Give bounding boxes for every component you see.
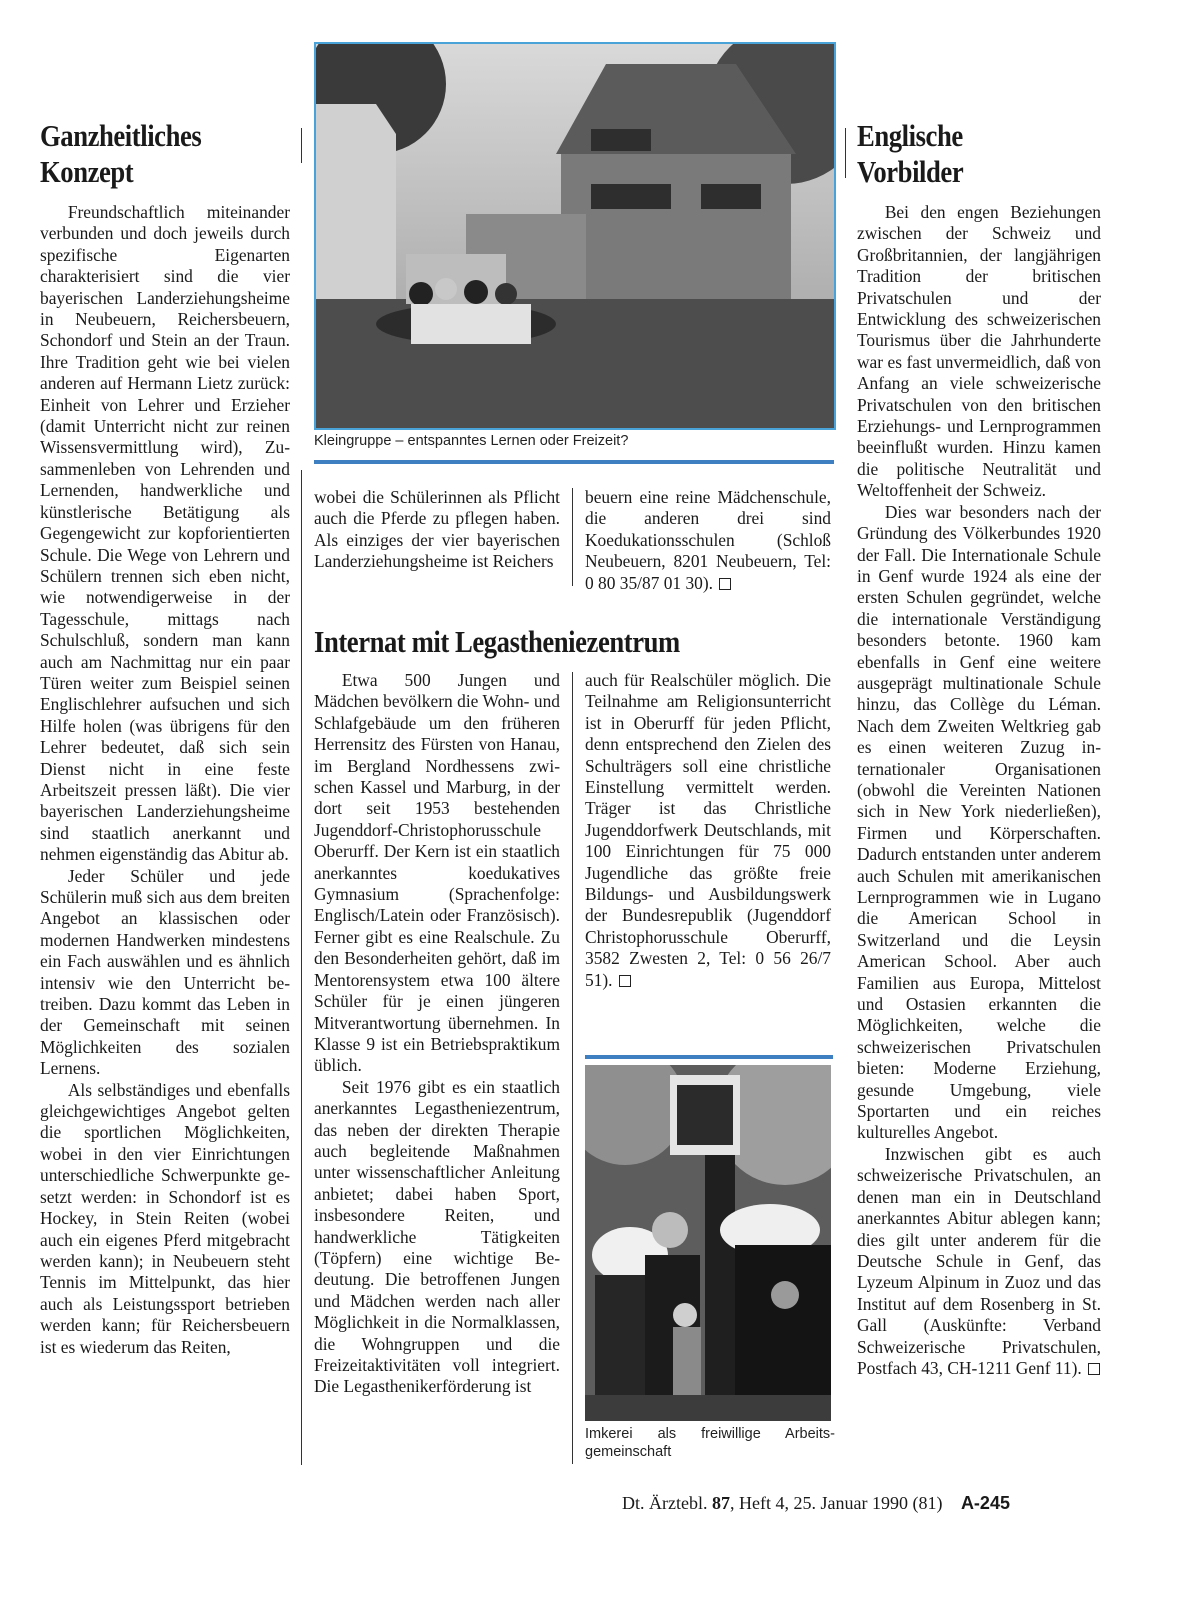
internat-column-a bbox=[314, 670, 560, 1398]
mid-column-b bbox=[585, 487, 831, 594]
left-column bbox=[40, 118, 290, 1358]
right-column bbox=[857, 118, 1101, 1379]
garden-scene-image bbox=[316, 44, 834, 428]
journal-citation: Dt. Ärztebl. bbox=[622, 1493, 712, 1513]
heading-englische-vorbilder: Englische Vorbilder bbox=[857, 118, 964, 189]
end-mark bbox=[719, 578, 731, 590]
end-mark bbox=[619, 975, 631, 987]
paragraph: Seit 1976 gibt es ein staatlich anerkanntes Legastheniezentrum, das neben der direkten Therapie auch begleitende Maßnahmen unter wissenschaftlicher Anleitung anbietet; dabei haben Sport, insbesondere Reiten, und handwerkliche Tätigkeiten (Töpfern) eine wichtige Bedeutung. Die betroffenen Jungen und Mädchen werden nach aller Möglichkeit in die Normalklassen, die Wohngruppen und die Freizeitaktivitäten voll integriert. Die Legasthenikerförderung ist bbox=[314, 1076, 560, 1397]
paragraph: Inzwischen gibt es auch schweizerische Privatschulen, an denen man ein in Deutschland anerkanntes Abitur ablegen kann; dies gilt unter anderem für die Deutsche Schule in Genf, das Lyzeum Alpinum in Zuoz und das Institut auf dem Rosenberg in St. Gall (Auskünfte: Verband Schweizerische Privatschulen, Postfach 43, CH-1211 Genf 11). bbox=[857, 1143, 1101, 1378]
column-rule bbox=[572, 672, 573, 1464]
paragraph: Dies war besonders nach der Gründung des Völkerbundes 1920 der Fall. Die Internationale Schule in Genf wurde 1924 als eine der ersten Schulen gegründet, welche die internationale Verständigung besonders betonte. 1960 kam ebenfalls in Genf eine weitere ausgeprägt multinationale Schule hinzu, das Collège du Léman. Nach dem Zweiten Weltkrieg gab es einen weiteren Zuzug internationaler Organisationen (obwohl die Vereinten Nationen sich in New York niederließen), Firmen und Körperschaften. Dadurch entstanden unter anderem auch Schulen mit amerikanischen Lernprogrammen wie in Lugano die American School in Switzerland und die Leysin American School. Aber auch Familien aus Europa, Mittelost und Ostasien erkannten die Möglichkeiten, welche die schweizerischen Privatschulen bieten: Moderne Erziehung, gesunde Umgebung, viele Sportarten und ein reiches kulturelles Angebot. bbox=[857, 501, 1101, 1143]
paragraph: Etwa 500 Jungen und Mädchen bevölkern die Wohn- und Schlafgebäude um den früheren Herrensitz des Fürsten von Hanau, im Bergland Nordhessens zwischen Kassel und Marburg, in der dort seit 1953 bestehenden Jugenddorf-Christophorusschule Oberurff. Der Kern ist ein staatlich anerkanntes koedukatives Gymnasium (Sprachenfolge: Englisch/Latein oder Französisch). Ferner gibt es eine Realschule. Zu den Besonderheiten gehört, daß im Mentorensystem etwa 100 ältere Schüler für je einen jüngeren Mitverantwortung übernehmen. In Klasse 9 ist ein Betriebspraktikum üblich. bbox=[314, 670, 560, 1076]
caption-kleingruppe: Kleingruppe – entspanntes Lernen oder Freizeit? bbox=[314, 433, 629, 449]
paragraph: Freundschaftlich miteinander verbunden und doch jeweils durch spezifische Eigenarten charakterisiert sind die vier bayerischen Landerziehungsheime in Neubeuern, Reichersbeuern, Schondorf und Stein an der Traun. Ihre Tradition geht wie bei vielen anderen auf Hermann Lietz zurück: Einheit von Lehrer und Erzieher (damit Unterricht nicht zur reinen Wissensvermittlung wird), Zusammenleben von Lehrenden und Lernenden, handwerkliche und künstlerische Betätigung als Gegengewicht zur kopforientierten Schule. Die Wege von Lehrern und Schülern trennen sich eben nicht, wie notwendigerweise in der Tagesschule, mittags nach Schulschluß, sondern man kann auch am Nachmittag nur ein paar Türen weiter zum Beispiel seinen Englischlehrer aufsuchen und sich Hilfe holen (was übrigens für den Lehrer bedeutet, daß sich sein Dienst nicht in eine feste Arbeitszeit pressen läßt). Die vier bayerischen Landerziehungsheime sind staatlich anerkannt und nehmen eigenständig das Abitur ab. bbox=[40, 202, 290, 865]
column-rule bbox=[845, 128, 846, 178]
column-rule bbox=[301, 128, 302, 163]
heading-ganzheitliches: Ganzheitliches Konzept bbox=[40, 118, 202, 189]
accent-rule bbox=[314, 460, 834, 464]
heading-internat: Internat mit Legastheniezentrum bbox=[314, 624, 680, 659]
paragraph: Bei den engen Beziehungen zwischen der Schweiz und Großbritannien, der langjährigen Tradition der britischen Privatschulen und der Entwicklung des schweizerischen Tourismus über die Jahrhunderte war es fast unvermeidlich, daß von Anfang an viele schweizerische Privatschulen von den britischen Erziehungs- und Lernprogrammen beeinflußt wurden. Hinzu kamen die politische Neutralität und Weltoffenheit der Schweiz. bbox=[857, 202, 1101, 501]
paragraph: wobei die Schülerinnen als Pflicht auch die Pferde zu pflegen haben. Als einziges der vier bayerischen Landerziehungsheime ist Reichers bbox=[314, 487, 560, 572]
issue-date: , Heft 4, 25. Januar 1990 (81) bbox=[729, 1493, 943, 1513]
photo-imkerei bbox=[585, 1065, 831, 1421]
paragraph: Als selbständiges und ebenfalls gleichgewichtiges Angebot gelten die sportlichen Möglichkeiten, wobei in den vier Einrichtungen unterschiedliche Schwerpunkte gesetzt werden: in Schondorf ist es Hockey, in Stein Reiten (wobei auch ein eigenes Pferd mitgebracht werden kann); in Neubeuern steht Tennis im Mittelpunkt, das hier auch als Leistungssport betrieben werden kann; für Reichersbeuern ist es wiederum das Reiten, bbox=[40, 1079, 290, 1357]
mid-column-a bbox=[314, 487, 560, 573]
page-footer bbox=[622, 1493, 1010, 1514]
page-number: A-245 bbox=[960, 1493, 1010, 1513]
column-rule bbox=[572, 488, 573, 586]
end-mark bbox=[1088, 1363, 1100, 1375]
beekeeping-scene-image bbox=[585, 1065, 831, 1421]
paragraph: Jeder Schüler und jede Schülerin muß sich aus dem breiten Angebot an klassischen oder modernen Handwerken mindestens ein Fach auswählen und es ähnlich intensiv wie den Unterricht betreiben. Dazu kommt das Leben in der Gemeinschaft mit seinen Möglichkeiten des sozialen Lernens. bbox=[40, 865, 290, 1079]
paragraph: beuern eine reine Mädchenschule, die anderen drei sind Koedukationsschulen (Schloß Neubeuern, 8201 Neubeuern, Tel: 0 80 35/87 01 30). bbox=[585, 487, 831, 593]
internat-column-b bbox=[585, 670, 831, 991]
paragraph: auch für Realschüler möglich. Die Teilnahme am Religionsunterricht ist in Oberurff für jeden Pflicht, denn entsprechend den Zielen des Schulträgers soll eine christliche Einstellung vermittelt werden. Träger ist das Christliche Jugenddorfwerk Deutschlands, mit 100 Einrichtungen für 75 000 Jugendliche das größte freie Bildungs- und Ausbildungswerk der Bundesrepublik (Jugenddorf Christophorusschule Oberurff, 3582 Zwesten 2, Tel: 0 56 26/7 51). bbox=[585, 670, 831, 990]
caption-imkerei: Imkerei als freiwillige Arbeitsgemeinschaft bbox=[585, 1426, 835, 1460]
volume-number: 87 bbox=[711, 1493, 730, 1513]
right-body bbox=[857, 202, 1101, 1379]
left-body bbox=[40, 202, 290, 1358]
photo-kleingruppe bbox=[314, 42, 836, 430]
accent-rule bbox=[585, 1055, 833, 1059]
column-rule bbox=[301, 470, 302, 1465]
